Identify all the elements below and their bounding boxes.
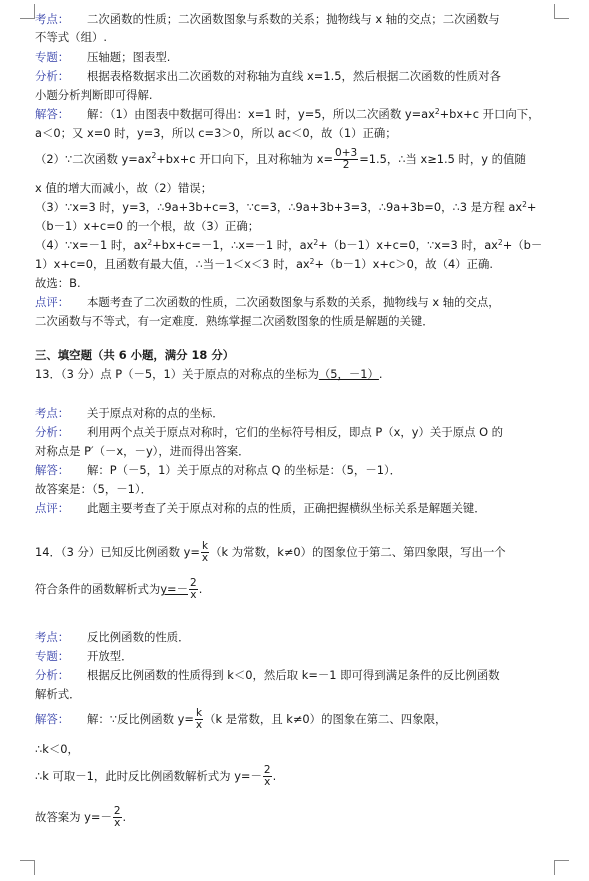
zhuanti-label: 专题： — [35, 649, 70, 663]
q14-stem-cont — [35, 577, 571, 601]
kaodian-text: 反比例函数的性质． — [87, 630, 190, 644]
page-corner-mark — [20, 4, 35, 19]
jieda-text: 解：∵反比例函数 y= — [87, 712, 194, 726]
superscript: 2 — [522, 200, 527, 209]
section-heading: 三、填空题（共 6 小题，满分 18 分） — [35, 348, 235, 362]
q12-zhuanti — [35, 49, 571, 65]
q12-solution-line — [35, 180, 571, 196]
kaodian-text: 二次函数的性质；二次函数图象与系数的关系；抛物线与 x 轴的交点；二次函数与 — [87, 12, 500, 26]
q12-conclusion — [35, 275, 571, 291]
superscript: 2 — [309, 257, 315, 266]
fraction-denominator: x — [264, 776, 271, 788]
zhuanti-text: 压轴题；图表型. — [87, 50, 171, 64]
kaodian-label: 考点： — [35, 630, 70, 644]
fraction-denominator: x — [114, 817, 121, 829]
q14-kaodian — [35, 629, 571, 645]
answer-text: 故答案是：（5，－1）． — [35, 482, 153, 496]
q14-zhuanti — [35, 648, 571, 664]
q13-dianping — [35, 500, 571, 516]
fraction-denominator: x — [201, 552, 209, 564]
fraction-numerator: 2 — [190, 577, 197, 589]
solution-text: （b－1）x+c=0 的一个根，故（3）正确； — [35, 219, 260, 233]
fenxi-label: 分析： — [35, 425, 70, 439]
fraction — [189, 578, 198, 601]
q12-dianping-cont — [35, 313, 571, 329]
q14-fenxi — [35, 667, 571, 683]
q14-solution-line — [35, 764, 571, 788]
fraction — [263, 765, 272, 788]
fraction — [201, 541, 209, 564]
dianping-label: 点评： — [35, 295, 70, 309]
answer-blank: （5，－1） — [318, 367, 379, 381]
fenxi-text: 根据表格数据求出二次函数的对称轴为直线 x=1.5，然后根据二次函数的性质对各 — [87, 69, 501, 83]
solution-text: +（b－1）x+c＞0，故（4）正确. — [314, 257, 494, 271]
q12-fenxi — [35, 68, 571, 84]
answer-blank — [160, 577, 198, 601]
fenxi-label: 分析： — [35, 668, 70, 682]
fraction — [195, 708, 203, 731]
page-corner-mark — [554, 860, 569, 875]
fenxi-label: 分析： — [35, 69, 70, 83]
question-text: 14．（3 分）已知反比例函数 y= — [35, 545, 200, 559]
q14-final-answer — [35, 805, 571, 829]
q13-jieda — [35, 462, 571, 478]
answer-text: . — [122, 810, 127, 824]
zhuanti-label: 专题： — [35, 50, 70, 64]
answer-text: y=－ — [160, 582, 188, 596]
fenxi-text: 利用两个点关于原点对称时，它们的坐标符号相反，即点 P（x，y）关于原点 O 的 — [87, 425, 504, 439]
solution-text: 故选：B. — [35, 276, 81, 290]
q12-dianping — [35, 294, 571, 310]
dianping-text-cont: 二次函数与不等式，有一定难度．熟练掌握二次函数图象的性质是解题的关键． — [35, 314, 434, 328]
superscript: 2 — [497, 238, 503, 247]
solution-text: +bx+c=－1，∴x=－1 时，ax — [152, 238, 314, 252]
q13-answer-line — [35, 481, 571, 497]
solution-text: +bx+c 开口向下， — [439, 107, 540, 121]
kaodian-label: 考点： — [35, 406, 70, 420]
fenxi-text-cont: 小题分析判断即可得解. — [35, 88, 153, 102]
kaodian-text: 关于原点对称的点的坐标． — [87, 406, 224, 420]
solution-text: +（b－1）x+c=0，∵x=3 时，ax — [318, 238, 498, 252]
solution-text: a＜0；又 x=0 时，y=3，所以 c=3＞0，所以 ac＜0，故（1）正确； — [35, 126, 397, 140]
fraction-numerator: 0+3 — [335, 147, 358, 159]
fraction-denominator: x — [195, 719, 203, 731]
fraction-numerator: k — [195, 707, 203, 719]
solution-text: （2）∵二次函数 y=ax — [35, 152, 152, 166]
fraction-denominator: 2 — [342, 159, 350, 171]
q14-jieda — [35, 707, 571, 731]
solution-text: （3）∵x=3 时，y=3，∴9a+3b+c=3，∵c=3，∴9a+3b+3=3，∴9a+3b=0，∴3 是方程 ax — [35, 200, 523, 214]
q12-kaodian — [35, 11, 571, 27]
q13-kaodian — [35, 405, 571, 421]
q12-solution-line — [35, 125, 571, 141]
solution-text: ∴k＜0， — [35, 742, 79, 756]
superscript: 2 — [434, 107, 440, 116]
q12-solution-line — [35, 148, 571, 171]
solution-text: +（b－ — [502, 238, 543, 252]
q14-fenxi-cont — [35, 686, 571, 702]
fenxi-text-cont: 对称点是 P′（－x，－y），进而得出答案． — [35, 444, 250, 458]
fraction-numerator: 2 — [113, 805, 121, 817]
q14-solution-line — [35, 741, 571, 757]
question-text: 13．（3 分）点 P（－5，1）关于原点的对称点的坐标为 — [35, 367, 319, 381]
zhuanti-text: 开放型． — [87, 649, 133, 663]
q12-solution-line — [35, 256, 571, 272]
fenxi-text: 根据反比例函数的性质得到 k＜0，然后取 k=－1 即可得到满足条件的反比例函数 — [87, 668, 500, 682]
fraction-denominator: x — [190, 589, 197, 601]
q12-fenxi-cont — [35, 87, 571, 103]
solution-text: （4）∵x=－1 时，ax — [35, 238, 148, 252]
fraction — [113, 806, 122, 829]
dianping-label: 点评： — [35, 501, 70, 515]
question-text: （k 为常数，k≠0）的图象位于第二、第四象限，写出一个 — [210, 545, 506, 559]
fraction-numerator: k — [201, 540, 209, 552]
question-text: . — [198, 582, 203, 596]
superscript: 2 — [313, 238, 319, 247]
question-text: . — [378, 367, 383, 381]
jieda-label: 解答： — [35, 107, 70, 121]
solution-text: =1.5，∴当 x≥1.5 时，y 的值随 — [359, 152, 526, 166]
solution-text: ∴k 可取－1，此时反比例函数解析式为 y=－ — [35, 769, 262, 783]
dianping-text: 此题主要考查了关于原点对称的点的性质，正确把握横纵坐标关系是解题关键． — [87, 501, 486, 515]
solution-text: 1）x+c=0，且函数有最大值，∴当－1＜x＜3 时，ax — [35, 257, 310, 271]
kaodian-text-cont: 不等式（组）. — [35, 30, 107, 44]
solution-text: + — [526, 200, 537, 214]
q14-stem — [35, 540, 571, 564]
fraction-numerator: 2 — [263, 764, 271, 776]
kaodian-label: 考点： — [35, 12, 70, 26]
solution-text: x 值的增大而减小，故（2）错误； — [35, 181, 213, 195]
q13-stem — [35, 366, 571, 382]
q13-fenxi — [35, 424, 571, 440]
solution-text: . — [272, 769, 277, 783]
question-text: 符合条件的函数解析式为 — [35, 582, 161, 596]
q12-kaodian-cont — [35, 29, 571, 45]
jieda-text: 解：P（－5，1）关于原点的对称点 Q 的坐标是：（5，－1）． — [87, 463, 402, 477]
jieda-label: 解答： — [35, 463, 70, 477]
fenxi-text-cont: 解析式． — [35, 687, 81, 701]
q12-jieda — [35, 106, 571, 122]
solution-text: 解：（1）由图表中数据可得出：x=1 时，y=5，所以二次函数 y=ax — [87, 107, 435, 121]
q12-solution-line — [35, 199, 571, 215]
superscript: 2 — [147, 238, 153, 247]
solution-text: +bx+c 开口向下，且对称轴为 x= — [156, 152, 334, 166]
superscript: 2 — [151, 151, 157, 160]
q12-solution-line — [35, 237, 571, 253]
answer-text: 故答案为 y=－ — [35, 810, 112, 824]
jieda-label: 解答： — [35, 712, 70, 726]
fraction — [334, 148, 358, 171]
q12-solution-line — [35, 218, 571, 234]
dianping-text: 本题考查了二次函数的性质，二次函数图象与系数的关系，抛物线与 x 轴的交点， — [87, 295, 500, 309]
jieda-text: （k 是常数，且 k≠0）的图象在第二、四象限， — [204, 712, 447, 726]
q13-fenxi-cont — [35, 443, 571, 459]
page-corner-mark — [20, 860, 35, 875]
